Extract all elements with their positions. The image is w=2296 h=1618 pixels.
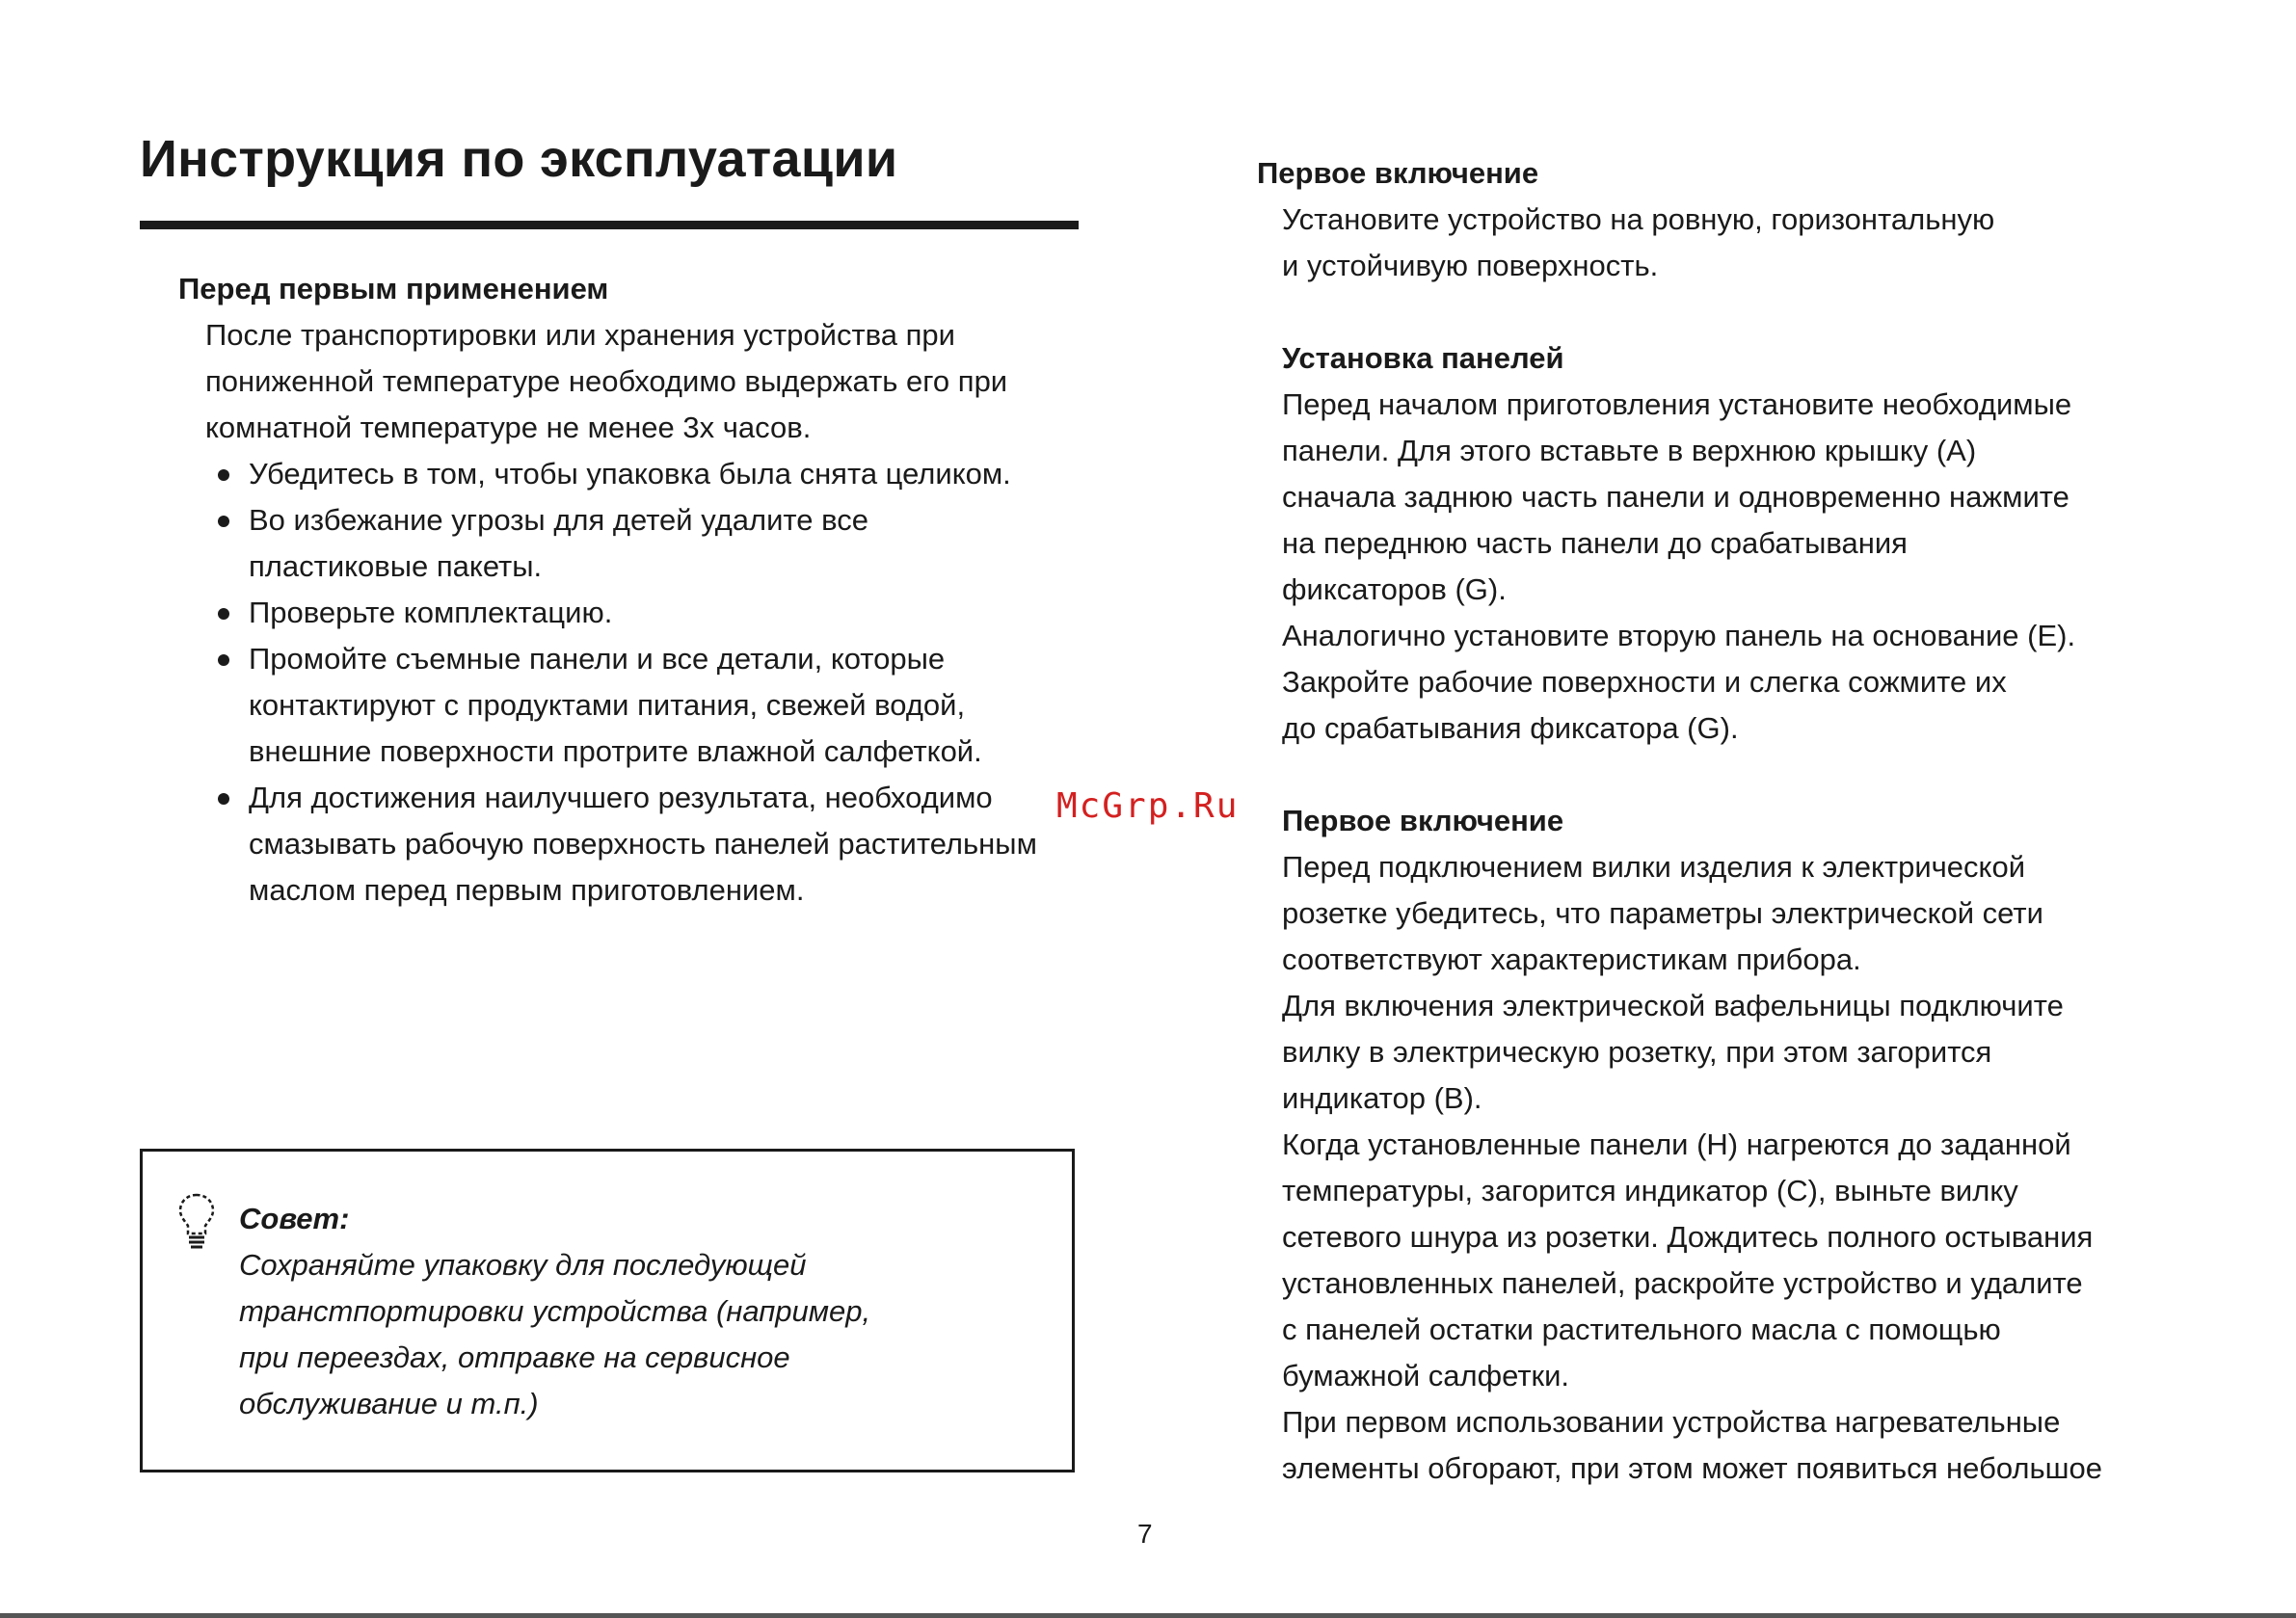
body-line: температуры, загорится индикатор (С), выньте вилку: [1282, 1174, 2018, 1207]
checklist-item: Промойте съемные панели и все детали, которые контактируют с продуктами питания, свежей водой, внешние поверхности протрите влажной салфеткой.: [249, 636, 1104, 775]
tip-text: [239, 1196, 1029, 1427]
left-column: [178, 266, 1104, 914]
tip-line: Сохраняйте упаковку для последующей: [239, 1248, 807, 1282]
body-line: сначала заднюю часть панели и одновременно нажмите: [1282, 480, 2069, 514]
bullet-icon: [218, 516, 229, 527]
checklist: [178, 451, 1104, 914]
bullet-icon: [218, 469, 229, 481]
tip-line: при переездах, отправке на сервисное: [239, 1340, 790, 1374]
tip-line: обслуживание и т.п.): [239, 1387, 539, 1420]
bullet-icon: [218, 654, 229, 666]
body-line: и устойчивую поверхность.: [1282, 249, 1659, 282]
body-line: до срабатывания фиксатора (G).: [1282, 711, 1739, 745]
bullet-icon: [218, 793, 229, 805]
tip-box: [140, 1149, 1075, 1472]
body-line: розетке убедитесь, что параметры электрической сети: [1282, 896, 2043, 930]
body-line: панели. Для этого вставьте в верхнюю крышку (А): [1282, 434, 1977, 467]
body-line: Перед началом приготовления установите необходимые: [1282, 387, 2072, 421]
body-line: установленных панелей, раскройте устройство и удалите: [1282, 1266, 2083, 1300]
lightbulb-icon: [177, 1192, 216, 1252]
body-line: сетевого шнура из розетки. Дождитесь полного остывания: [1282, 1220, 2094, 1254]
body-line: Установите устройство на ровную, горизонтальную: [1282, 202, 1995, 236]
body-line: индикатор (В).: [1282, 1081, 1482, 1115]
body-line: Закройте рабочие поверхности и слегка сожмите их: [1282, 665, 2007, 699]
title-divider: [140, 221, 1079, 229]
checklist-item: Для достижения наилучшего результата, необходимо смазывать рабочую поверхность панелей растительным маслом перед первым приготовлением.: [249, 775, 1104, 914]
body-line: соответствуют характеристикам прибора.: [1282, 942, 1861, 976]
intro-line: пониженной температуре необходимо выдержать его при: [205, 364, 1008, 398]
body-line: Перед подключением вилки изделия к электрической: [1282, 850, 2026, 884]
right-column: [1257, 150, 2173, 1492]
body-line: вилку в электрическую розетку, при этом загорится: [1282, 1035, 1992, 1069]
tip-line: транстпортировки устройства (например,: [239, 1294, 871, 1328]
bullet-icon: [218, 608, 229, 620]
section-heading-panel-installation: Установка панелей: [1282, 341, 1564, 375]
body-line: При первом использовании устройства нагревательные: [1282, 1405, 2061, 1439]
intro-line: После транспортировки или хранения устройства при: [205, 318, 955, 352]
page-bottom-edge: [0, 1613, 2296, 1618]
checklist-item: Проверьте комплектацию.: [249, 590, 1104, 636]
body-line: бумажной салфетки.: [1282, 1359, 1570, 1393]
section-heading-first-switch-on: Первое включение: [1257, 156, 1539, 190]
checklist-item: Убедитесь в том, чтобы упаковка была снята целиком.: [249, 451, 1104, 497]
body-line: Когда установленные панели (Н) нагреются до заданной: [1282, 1127, 2071, 1161]
intro-paragraph: [178, 312, 1104, 451]
body-line: Для включения электрической вафельницы подключите: [1282, 989, 2064, 1022]
section-heading-first-switch-on-2: Первое включение: [1282, 804, 1564, 837]
checklist-item: Во избежание угрозы для детей удалите все пластиковые пакеты.: [249, 497, 1104, 590]
body-line: фиксаторов (G).: [1282, 572, 1507, 606]
tip-title: Совет:: [239, 1202, 350, 1235]
body-line: на переднюю часть панели до срабатывания: [1282, 526, 1908, 560]
watermark: McGrp.Ru: [1056, 786, 1240, 826]
page-number: 7: [1137, 1519, 1153, 1549]
body-line: с панелей остатки растительного масла с помощью: [1282, 1313, 2001, 1346]
intro-line: комнатной температуре не менее 3х часов.: [205, 411, 812, 444]
section-body: [1257, 197, 2173, 1492]
body-line: Аналогично установите вторую панель на основание (Е).: [1282, 619, 2076, 652]
body-line: элементы обгорают, при этом может появиться небольшое: [1282, 1451, 2102, 1485]
section-heading-before-first-use: Перед первым применением: [178, 272, 609, 305]
page-title: Инструкция по эксплуатации: [140, 130, 898, 188]
